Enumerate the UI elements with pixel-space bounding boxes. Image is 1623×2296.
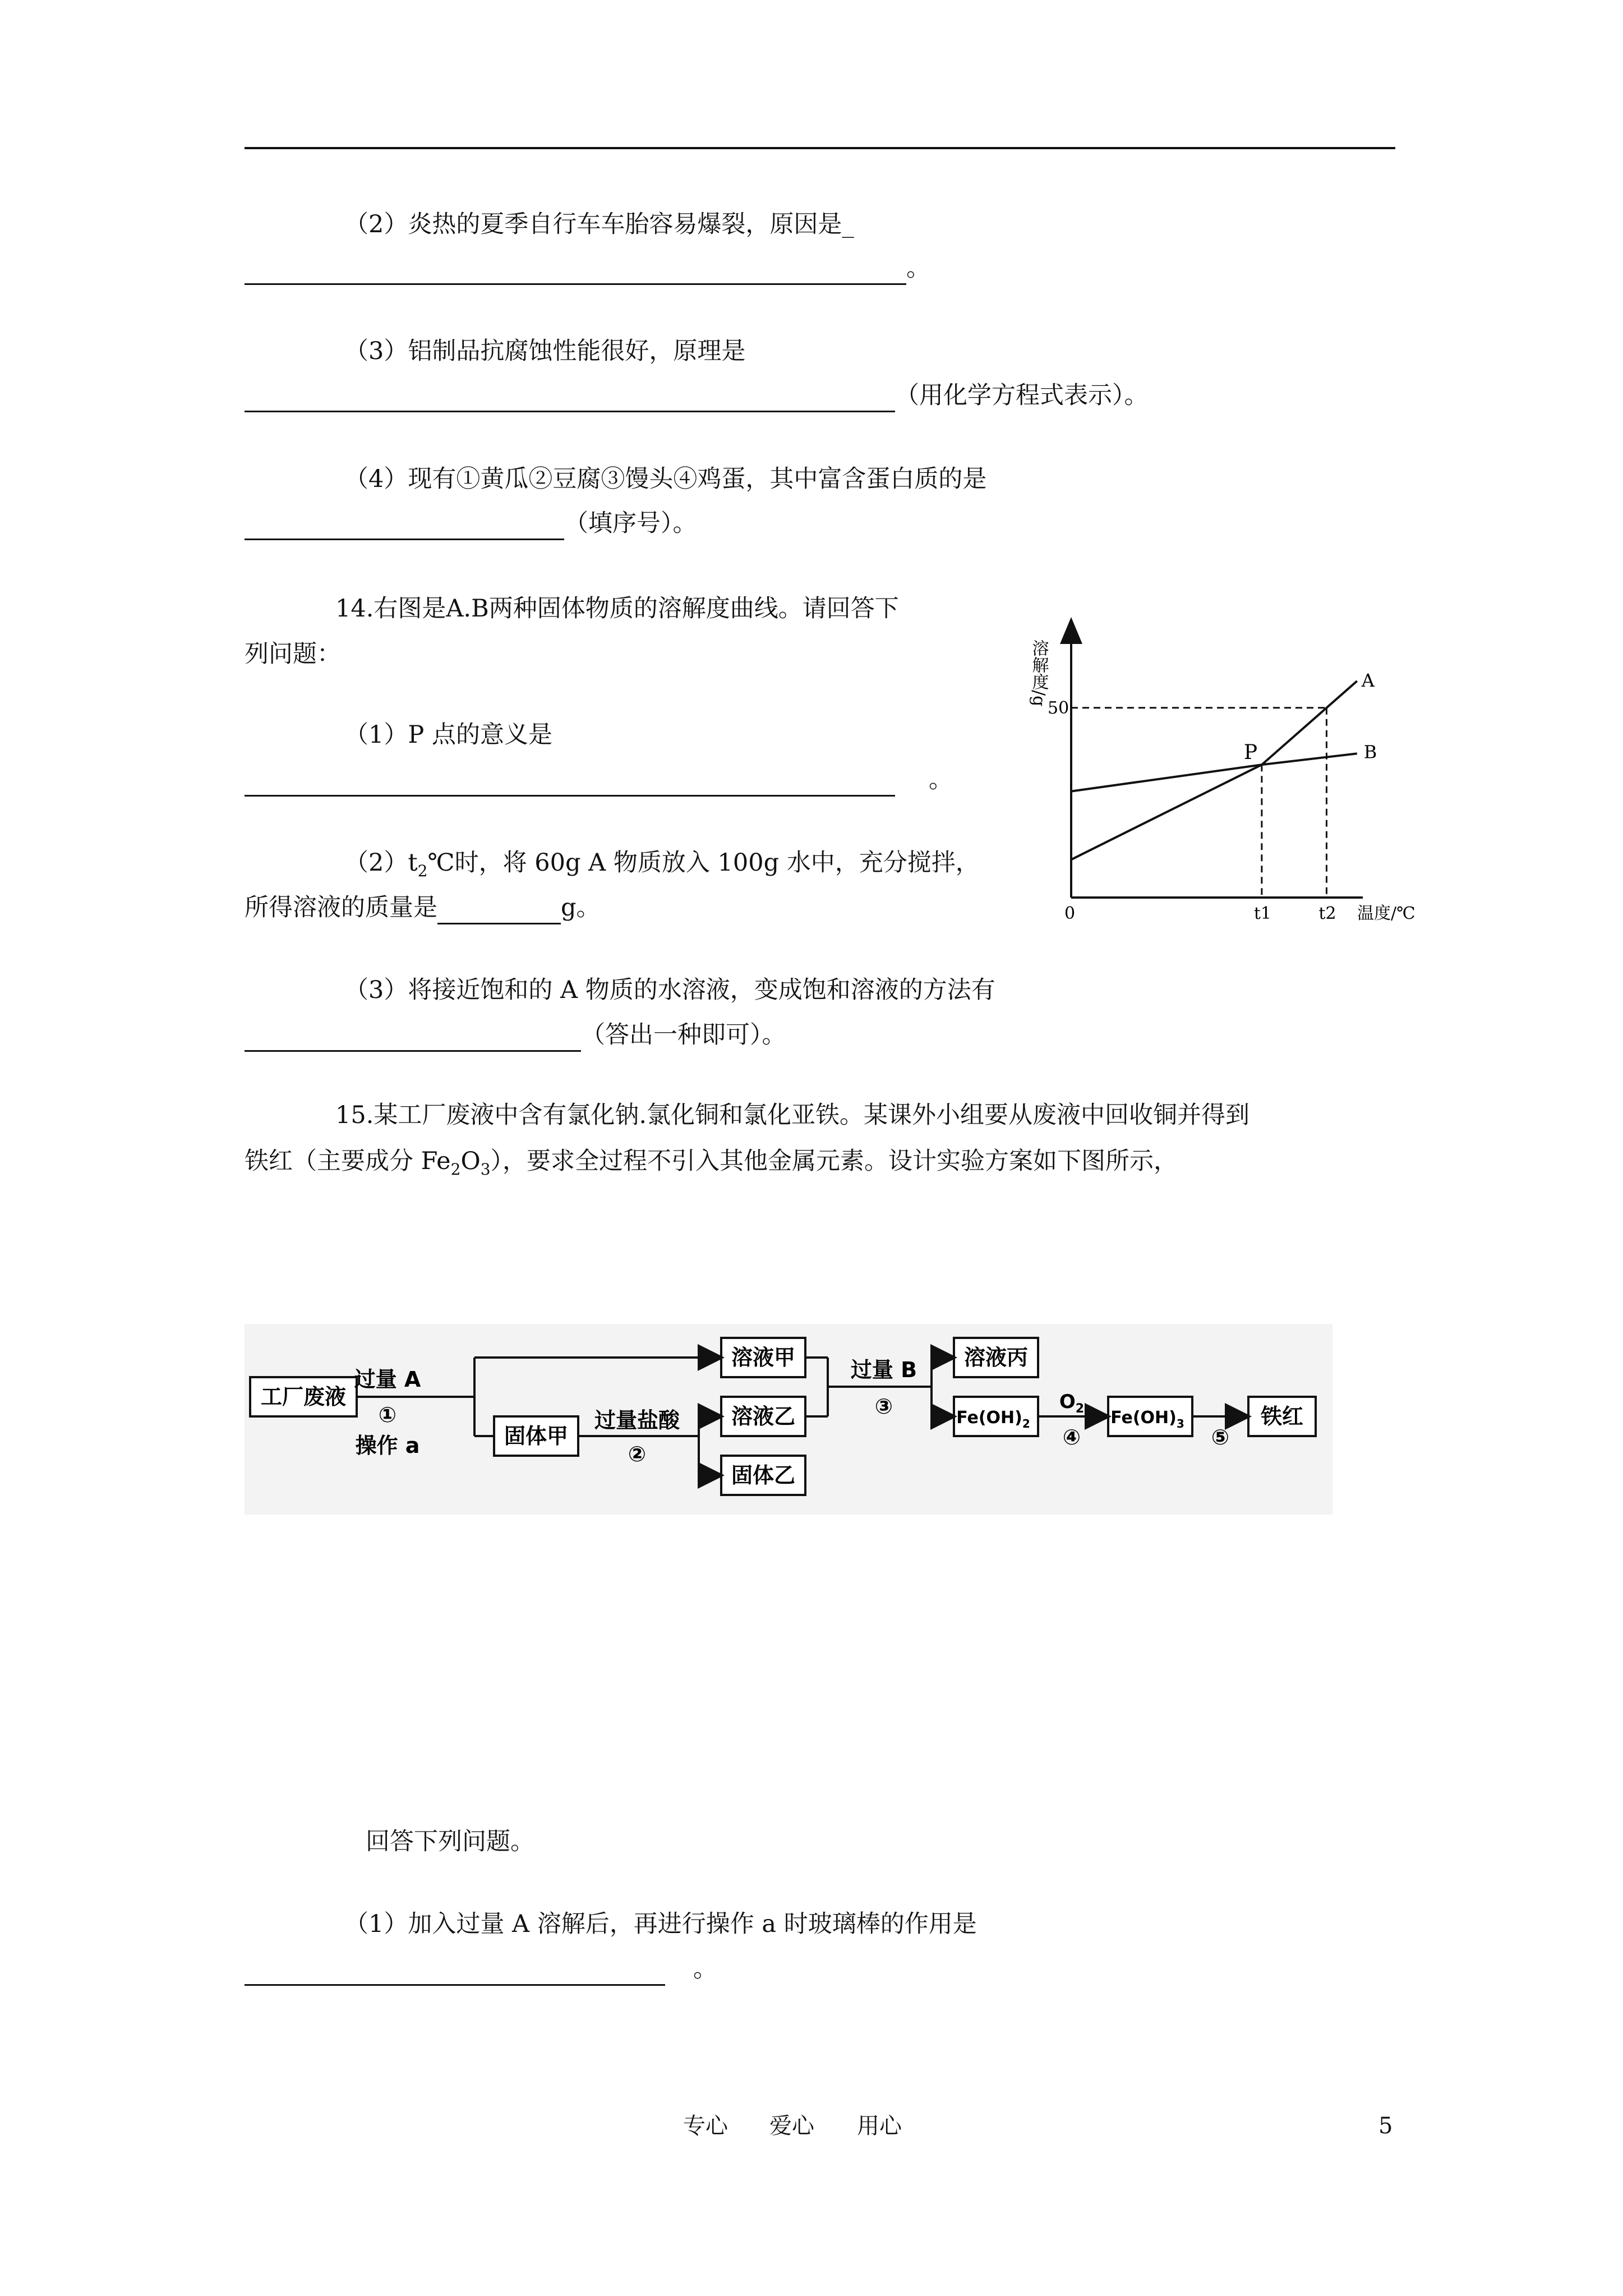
q13-part3-hint: （用化学方程式表示）。: [895, 381, 1149, 409]
point-p-label: P: [1243, 741, 1258, 765]
punct: 。: [906, 254, 930, 282]
q15-intro-text: 15.某工厂废液中含有氯化钠.氯化铜和氯化亚铁。某课外小组要从废液中回收铜并得到: [335, 1101, 1250, 1129]
answer-blank[interactable]: [437, 897, 561, 924]
q14-part1: [344, 718, 552, 752]
q13-part3-answer: [245, 379, 1149, 412]
box-feoh2-label: $Fe(OH)_2$: [956, 1408, 1030, 1430]
q15-part1: [344, 1907, 977, 1941]
label-step3: ③: [874, 1394, 893, 1419]
q13-part4-hint: （填序号）。: [564, 509, 697, 537]
q14-intro-text-2: 列问题：: [245, 640, 341, 668]
series-b-label: B: [1363, 741, 1377, 763]
q14-intro-line2: [245, 637, 341, 671]
motto-text: 专心: [683, 2113, 728, 2139]
answer-blank[interactable]: [245, 257, 906, 285]
q15-part1-answer: [245, 1952, 717, 1986]
box-sol-yi-label: 溶液乙: [731, 1404, 796, 1429]
q14-part2: [344, 846, 980, 888]
x-tick-t1: t1: [1253, 904, 1272, 923]
y-axis-label: 溶解度/g: [1029, 639, 1049, 707]
label-o2: $O_2$: [1059, 1391, 1085, 1416]
box-sol-jia-label: 溶液甲: [731, 1345, 796, 1370]
q15-intro-line2: [245, 1144, 1178, 1186]
q15-after-diagram: [366, 1825, 534, 1858]
q15-intro-line1: [335, 1098, 1249, 1132]
q13-part4-text: （4）现有①黄瓜②豆腐③馒头④鸡蛋，其中富含蛋白质的是: [344, 465, 987, 493]
q14-part2-line2: [245, 891, 601, 924]
q14-part2-text-c: 所得溶液的质量是: [245, 894, 437, 922]
answer-blank[interactable]: [245, 1024, 581, 1052]
footer-motto-3: [857, 2109, 902, 2143]
q14-part3: [344, 973, 995, 1007]
motto-text: 用心: [857, 2113, 902, 2139]
unit: g。: [561, 894, 601, 922]
series-a-label: A: [1361, 670, 1375, 692]
header-rule: [245, 147, 1395, 149]
q14-intro-text: 14.右图是A.B两种固体物质的溶解度曲线。请回答下: [335, 595, 899, 623]
box-waste-label: 工厂废液: [260, 1384, 347, 1409]
box-sol-bing-label: 溶液丙: [963, 1345, 1029, 1370]
q14-part2-text-a: （2）t: [344, 849, 418, 877]
q14-part3-text: （3）将接近饱和的 A 物质的水溶液，变成饱和溶液的方法有: [344, 976, 995, 1004]
label-step5: ⑤: [1211, 1425, 1230, 1450]
q14-part1-text: （1）P 点的意义是: [344, 721, 552, 749]
answer-blank[interactable]: [245, 769, 895, 797]
box-iron-red-label: 铁红: [1260, 1404, 1304, 1429]
page-number-text: 5: [1378, 2113, 1393, 2139]
solubility-chart: [1029, 617, 1424, 931]
punct: 。: [693, 1955, 717, 1983]
label-excess-a: 过量 A: [354, 1367, 421, 1392]
q13-part4-answer: [245, 507, 697, 540]
subscript: 2: [417, 862, 428, 880]
label-step1: ①: [378, 1402, 397, 1427]
q14-part1-answer: [245, 763, 953, 797]
origin-label: 0: [1064, 904, 1076, 923]
q13-part2-answer: [245, 251, 930, 285]
footer-motto-2: [769, 2109, 814, 2143]
footer-motto-1: [683, 2109, 728, 2143]
subscript: 2: [450, 1160, 461, 1179]
motto-text: 爱心: [769, 2113, 814, 2139]
answer-blank[interactable]: [245, 385, 895, 412]
q13-part2: [344, 208, 854, 241]
q14-part3-answer: [245, 1018, 786, 1052]
q13-part3-text: （3）铝制品抗腐蚀性能很好，原理是: [344, 337, 746, 365]
answer-blank[interactable]: [245, 1958, 665, 1986]
q15-after-text: 回答下列问题。: [366, 1828, 534, 1856]
y-tick-50: 50: [1048, 698, 1069, 718]
label-step4: ④: [1062, 1425, 1081, 1450]
q13-part2-text: （2）炎热的夏季自行车车胎容易爆裂，原因是_: [344, 210, 854, 238]
q15-part1-text: （1）加入过量 A 溶解后，再进行操作 a 时玻璃棒的作用是: [344, 1910, 977, 1938]
label-step2: ②: [628, 1442, 647, 1466]
x-tick-t2: t2: [1318, 904, 1336, 923]
q15-text-b: O: [460, 1147, 481, 1175]
q14-intro-line1: [335, 592, 899, 625]
box-solid-jia-label: 固体甲: [504, 1424, 569, 1448]
page-number: [1378, 2109, 1393, 2143]
label-excess-hcl: 过量盐酸: [594, 1408, 680, 1433]
q13-part3: [344, 334, 745, 368]
label-excess-b: 过量 B: [850, 1358, 917, 1382]
q14-part2-text-b: ℃时，将 60g A 物质放入 100g 水中，充分搅拌，: [427, 849, 980, 877]
punct: 。: [929, 766, 953, 794]
box-solid-yi-label: 固体乙: [731, 1463, 796, 1488]
box-feoh3-label: $Fe(OH)_3$: [1110, 1408, 1184, 1430]
label-op-a: 操作 a: [355, 1433, 420, 1458]
subscript: 3: [480, 1160, 491, 1179]
process-flow-diagram: [245, 1324, 1332, 1515]
x-axis-label: 温度/℃: [1357, 904, 1415, 923]
q15-text-c: ），要求全过程不引入其他金属元素。设计实验方案如下图所示，: [490, 1147, 1178, 1175]
q14-part3-hint: （答出一种即可）。: [581, 1021, 786, 1049]
q15-text-a: 铁红（主要成分 Fe: [245, 1147, 451, 1175]
answer-blank[interactable]: [245, 513, 564, 540]
q13-part4: [344, 462, 986, 496]
series-b-curve: [1071, 753, 1357, 791]
